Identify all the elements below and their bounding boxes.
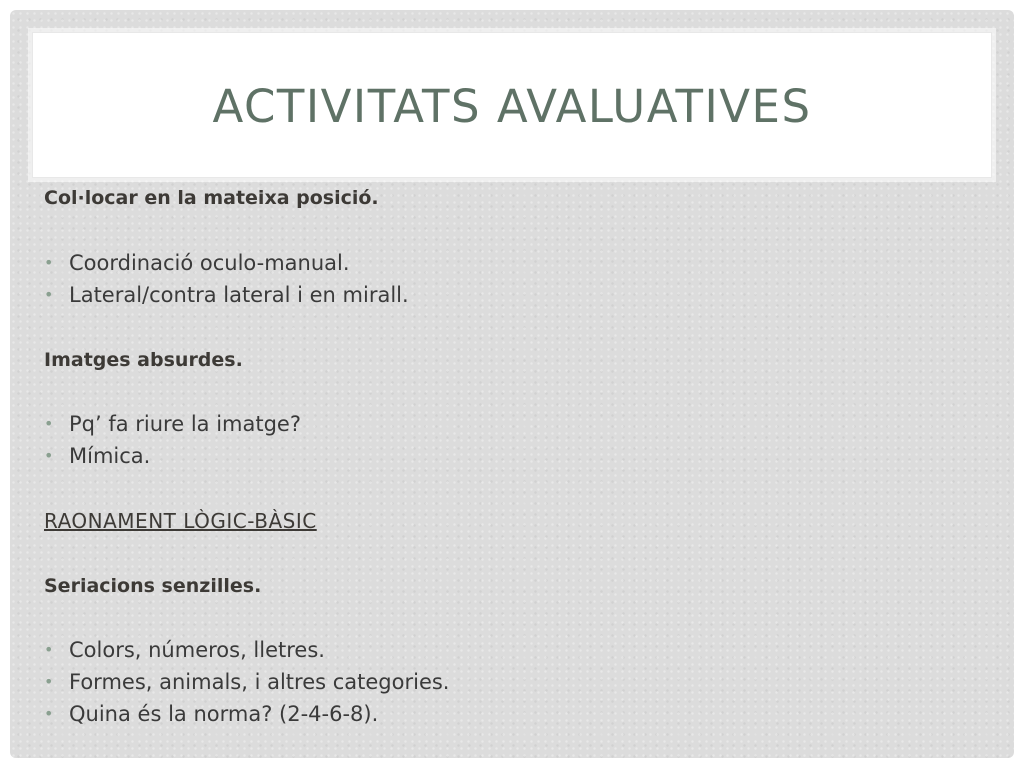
list-item-text: Quina és la norma? (2-4-6-8). (69, 702, 379, 726)
list-item-text: Formes, animals, i altres categories. (69, 670, 450, 694)
bullet-icon: • (44, 285, 54, 304)
bullet-icon: • (44, 446, 54, 465)
slide-title: ACTIVITATS AVALUATIVES (212, 80, 812, 133)
section-heading-collocar: Col·locar en la mateixa posició. (44, 187, 379, 209)
bullet-icon: • (44, 704, 54, 723)
list-item-text: Mímica. (69, 444, 151, 468)
list-item-text: Lateral/contra lateral i en mirall. (69, 283, 409, 307)
section-heading-seriacions: Seriacions senzilles. (44, 575, 262, 597)
section-heading-raonament: RAONAMENT LÒGIC-BÀSIC (44, 509, 317, 533)
list-item-text: Colors, números, lletres. (69, 638, 325, 662)
bullet-icon: • (44, 640, 54, 659)
slide (10, 10, 1014, 758)
bullet-icon: • (44, 253, 54, 272)
section-heading-imatges: Imatges absurdes. (44, 349, 243, 371)
bullet-icon: • (44, 414, 54, 433)
bullet-icon: • (44, 672, 54, 691)
list-item-text: Pq’ fa riure la imatge? (69, 412, 301, 436)
title-box (32, 32, 992, 178)
list-item-text: Coordinació oculo-manual. (69, 251, 350, 275)
